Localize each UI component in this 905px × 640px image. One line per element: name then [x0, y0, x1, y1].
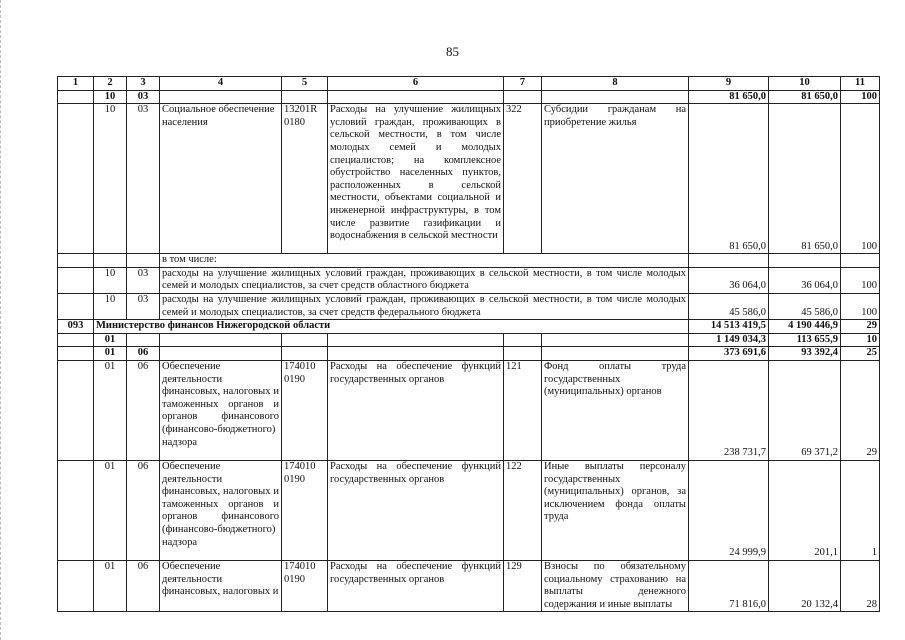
cell-target: 13201R 0180	[282, 104, 328, 254]
cell-subsection: 06	[127, 347, 160, 361]
cell-section: 01	[94, 347, 127, 361]
cell-kind-name: Иные выплаты персоналу государственных (муниципальных) органов, за исключением фонда оплаты труда	[542, 460, 689, 560]
cell-percent: 100	[841, 267, 880, 293]
cell-target: 174010 0190	[282, 460, 328, 560]
cell-subsection: 06	[127, 360, 160, 460]
cell-percent: 1	[841, 460, 880, 560]
cell-plan: 24 999,9	[689, 460, 769, 560]
cell-name: Обеспечение деятельности финансовых, налоговых и таможенных органов и органов финансового (финансово-бюджетного) надзора	[160, 460, 282, 560]
cell-kind-name: Взносы по обязательному социальному страхованию на выплаты денежного содержания и иные выплаты	[542, 560, 689, 611]
cell-plan: 71 816,0	[689, 560, 769, 611]
table-row	[58, 267, 880, 293]
cell-percent: 29	[841, 360, 880, 460]
cell-actual: 201,1	[769, 460, 841, 560]
cell-kind-name: Субсидии гражданам на приобретение жилья	[542, 104, 689, 254]
cell-target: 174010 0190	[282, 360, 328, 460]
cell-section: 10	[94, 104, 127, 254]
table-row	[58, 320, 880, 334]
cell-target-name: Расходы на обеспечение функций государственных органов	[328, 560, 504, 611]
cell-section: 10	[94, 267, 127, 293]
cell-plan: 373 691,6	[689, 347, 769, 361]
header-cell: 1	[58, 77, 94, 91]
cell-actual: 81 650,0	[769, 90, 841, 104]
header-cell: 6	[328, 77, 504, 91]
cell-kind: 121	[504, 360, 542, 460]
cell-actual: 20 132,4	[769, 560, 841, 611]
header-row	[58, 77, 880, 91]
table-row	[58, 460, 880, 560]
cell-plan: 81 650,0	[689, 104, 769, 254]
cell-section: 01	[94, 560, 127, 611]
cell-subsection: 03	[127, 90, 160, 104]
cell-percent: 10	[841, 333, 880, 347]
cell-plan: 45 586,0	[689, 293, 769, 319]
cell-kind-name: Фонд оплаты труда государственных (муниципальных) органов	[542, 360, 689, 460]
cell-plan: 1 149 034,3	[689, 333, 769, 347]
header-cell: 4	[160, 77, 282, 91]
cell-ministry-code: 093	[58, 320, 94, 334]
table-row	[58, 360, 880, 460]
table-row	[58, 104, 880, 254]
page-edge	[0, 0, 5, 640]
header-cell: 3	[127, 77, 160, 91]
page-number: 85	[446, 44, 459, 59]
cell-target: 174010 0190	[282, 560, 328, 611]
cell-name: Обеспечение деятельности финансовых, налоговых и	[160, 560, 282, 611]
cell-actual: 93 392,4	[769, 347, 841, 361]
cell-section: 10	[94, 293, 127, 319]
cell-subsection: 03	[127, 267, 160, 293]
cell-subsection: 03	[127, 293, 160, 319]
cell-subsection: 03	[127, 104, 160, 254]
cell-actual: 113 655,9	[769, 333, 841, 347]
cell-target-name: Расходы на обеспечение функций государственных органов	[328, 460, 504, 560]
header-cell: 2	[94, 77, 127, 91]
cell-actual: 36 064,0	[769, 267, 841, 293]
cell-ministry-name: Министерство финансов Нижегородской области	[94, 320, 689, 334]
cell-actual: 69 371,2	[769, 360, 841, 460]
budget-table	[57, 76, 880, 612]
cell-section: 01	[94, 460, 127, 560]
cell-section: 01	[94, 360, 127, 460]
table-row	[58, 254, 880, 268]
header-cell: 9	[689, 77, 769, 91]
cell-percent: 28	[841, 560, 880, 611]
header-cell: 5	[282, 77, 328, 91]
cell-name: Социальное обеспечение населения	[160, 104, 282, 254]
cell-target-name: Расходы на улучшение жилищных условий граждан, проживающих в сельской местности, в том числе молодых семей и молодых специалистов; на комплексное обустройство населенных пунктов, расположенных в сельской местности, объектами социальной и инженерной инфраструктуры, в том числе развитие газификации и водоснабжения в сельской местности	[328, 104, 504, 254]
cell-including: в том числе:	[160, 254, 689, 268]
table-row	[58, 333, 880, 347]
cell-percent: 100	[841, 293, 880, 319]
cell-kind: 129	[504, 560, 542, 611]
cell-plan: 14 513 419,5	[689, 320, 769, 334]
cell-percent: 100	[841, 90, 880, 104]
cell-plan: 238 731,7	[689, 360, 769, 460]
cell-subsection: 06	[127, 560, 160, 611]
cell-actual: 4 190 446,9	[769, 320, 841, 334]
header-cell: 11	[841, 77, 880, 91]
header-cell: 8	[542, 77, 689, 91]
cell-subsection: 06	[127, 460, 160, 560]
cell-kind: 322	[504, 104, 542, 254]
cell-name: расходы на улучшение жилищных условий граждан, проживающих в сельской местности, в том числе молодых семей и молодых специалистов, за счет средств областного бюджета	[160, 267, 689, 293]
cell-section: 10	[94, 90, 127, 104]
cell-plan: 81 650,0	[689, 90, 769, 104]
cell-plan: 36 064,0	[689, 267, 769, 293]
table-row	[58, 90, 880, 104]
header-cell: 10	[769, 77, 841, 91]
table-row	[58, 293, 880, 319]
cell-percent: 100	[841, 104, 880, 254]
table-row	[58, 347, 880, 361]
cell-percent: 29	[841, 320, 880, 334]
cell-kind: 122	[504, 460, 542, 560]
cell-actual: 81 650,0	[769, 104, 841, 254]
table-row	[58, 560, 880, 611]
cell-target-name: Расходы на обеспечение функций государственных органов	[328, 360, 504, 460]
cell-actual: 45 586,0	[769, 293, 841, 319]
cell-section: 01	[94, 333, 127, 347]
cell-name: Обеспечение деятельности финансовых, налоговых и таможенных органов и органов финансового (финансово-бюджетного) надзора	[160, 360, 282, 460]
cell-name: расходы на улучшение жилищных условий граждан, проживающих в сельской местности, в том числе молодых семей и молодых специалистов, за счет средств федерального бюджета	[160, 293, 689, 319]
header-cell: 7	[504, 77, 542, 91]
cell-percent: 25	[841, 347, 880, 361]
